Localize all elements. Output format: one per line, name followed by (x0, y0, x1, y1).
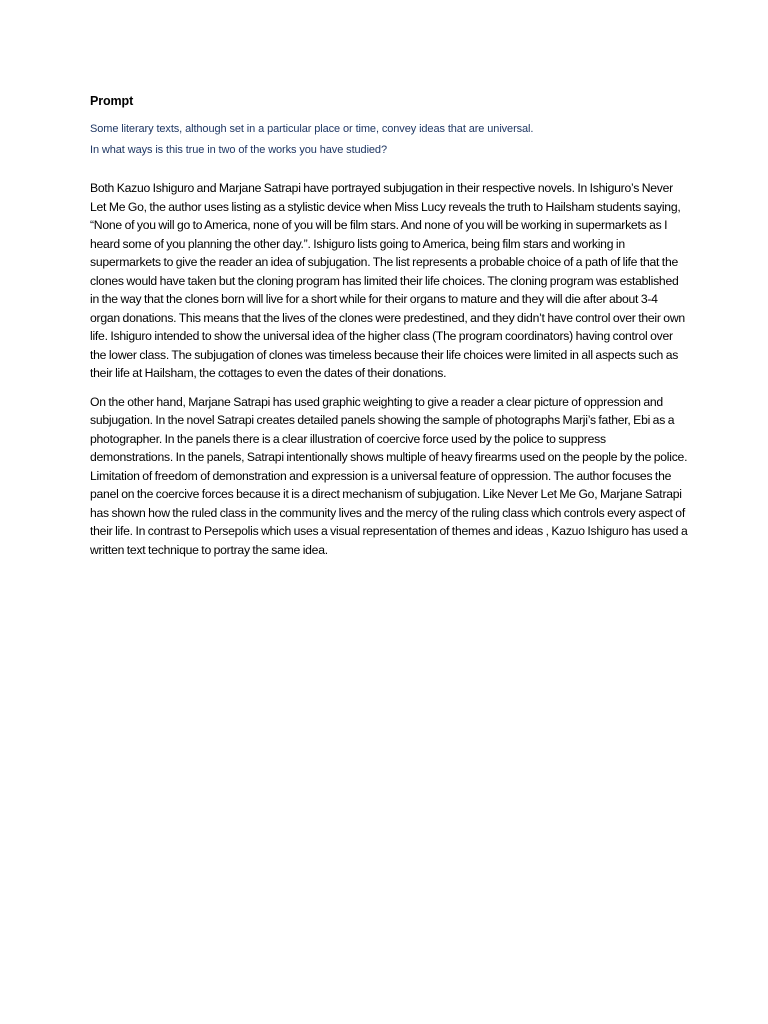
essay-paragraph-1: Both Kazuo Ishiguro and Marjane Satrapi have portrayed subjugation in their respective novels. In Ishiguro’s Never Let Me Go, the author uses listing as a stylistic device when Miss Lucy reveals the truth to Hailsham students saying, “None of you will go to America, none of you will be film stars. And none of you will be working in supermarkets as I heard some of you planning the other day.”. Ishiguro lists going to America, being film stars and working in supermarkets to give the reader an idea of subjugation. The list represents a probable choice of a path of life that the clones would have taken but the cloning program has limited their life choices. The cloning program was established in the way that the clones born will live for a short while for their organs to mature and they will die after about 3-4 organ donations. This means that the lives of the clones were predestined, and they didn’t have control over their own life. Ishiguro intended to show the universal idea of the higher class (The program coordinators) having control over the lower class. The subjugation of clones was timeless because their life choices were limited in all aspects such as their life at Hailsham, the cottages to even the dates of their donations. (90, 181, 685, 380)
prompt-line-2: In what ways is this true in two of the works you have studied? (90, 144, 387, 156)
prompt-line-1: Some literary texts, although set in a particular place or time, convey ideas that are universal. (90, 123, 534, 135)
essay-paragraph-2: On the other hand, Marjane Satrapi has used graphic weighting to give a reader a clear picture of oppression and subjugation. In the novel Satrapi creates detailed panels showing the sample of photographs Marji’s father, Ebi as a photographer. In the panels there is a clear illustration of coercive force used by the police to suppress demonstrations. In the panels, Satrapi intentionally shows multiple of heavy firearms used on the people by the police. Limitation of freedom of demonstration and expression is a universal feature of oppression. The author focuses the panel on the coercive forces because it is a direct mechanism of subjugation. Like Never Let Me Go, Marjane Satrapi has shown how the ruled class in the community lives and the mercy of the ruling class which controls every aspect of their life. In contrast to Persepolis which uses a visual representation of themes and ideas , Kazuo Ishiguro has used a written text technique to portray the same idea. (90, 394, 688, 557)
essay-body (90, 179, 690, 559)
prompt-block (90, 122, 690, 157)
prompt-heading: Prompt (90, 94, 134, 108)
document-content (90, 93, 690, 569)
